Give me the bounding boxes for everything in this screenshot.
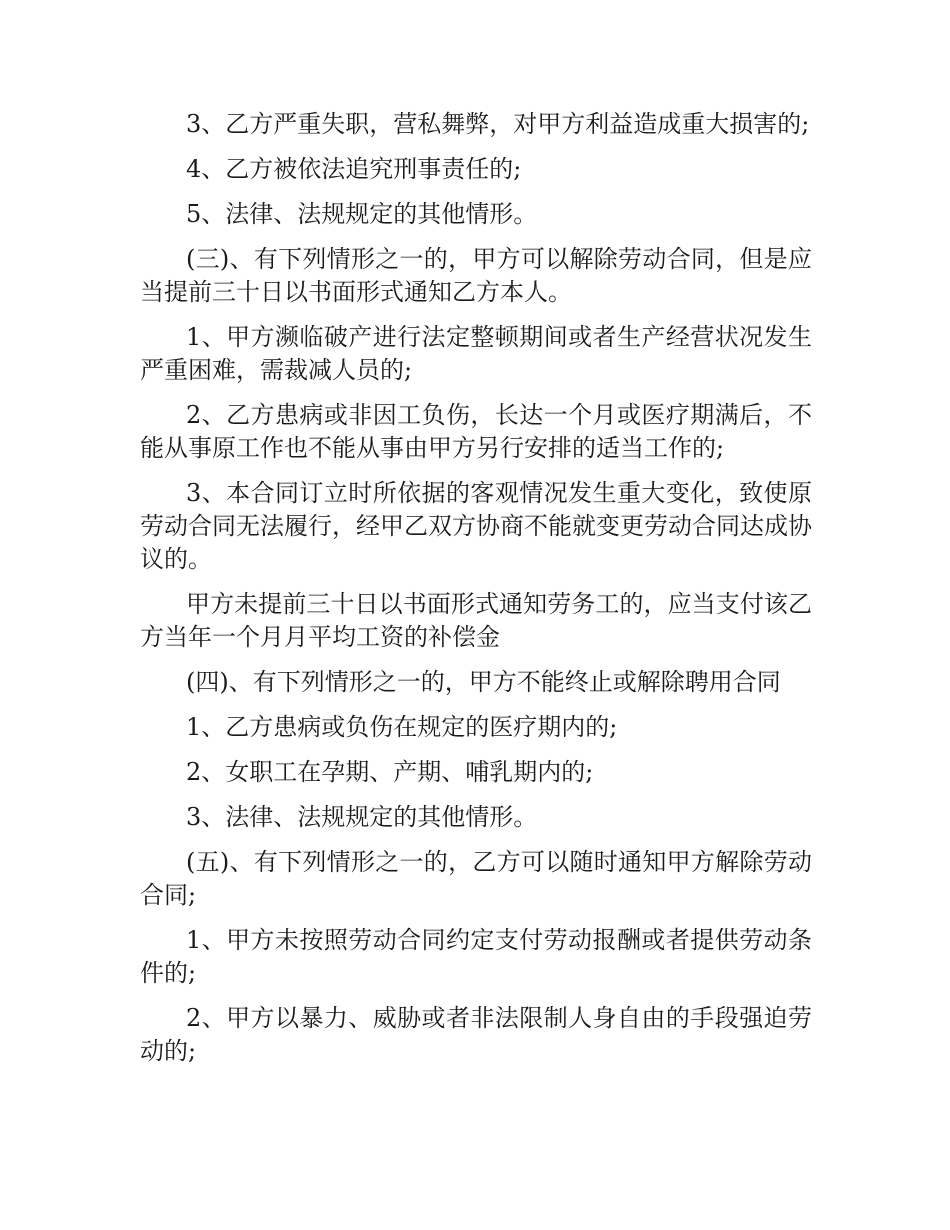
- document-body: [140, 108, 812, 1080]
- paragraph-section-4-heading: (四)、有下列情形之一的，甲方不能终止或解除聘用合同: [186, 668, 781, 696]
- paragraph-item-1-medical-period: 1、乙方患病或负伤在规定的医疗期内的;: [186, 713, 618, 741]
- paragraph-section-5-heading: (五)、有下列情形之一的，乙方可以随时通知甲方解除劳动合同;: [140, 848, 812, 909]
- paragraph-compensation-note: 甲方未提前三十日以书面形式通知劳务工的，应当支付该乙方当年一个月月平均工资的补偿金: [140, 590, 812, 651]
- paragraph-item-1-bankruptcy: 1、甲方濒临破产进行法定整顿期间或者生产经营状况发生严重困难，需裁减人员的;: [140, 323, 812, 384]
- paragraph-section-3-heading: (三)、有下列情形之一的，甲方可以解除劳动合同，但是应当提前三十日以书面形式通知乙方本人。: [140, 245, 812, 306]
- paragraph-item-2-pregnancy: 2、女职工在孕期、产期、哺乳期内的;: [186, 758, 594, 786]
- paragraph-item-5-other-cases: 5、法律、法规规定的其他情形。: [186, 200, 538, 228]
- paragraph-item-3-circumstance-change: 3、本合同订立时所依据的客观情况发生重大变化，致使原劳动合同无法履行，经甲乙双方协商不能就变更劳动合同达成协议的。: [140, 479, 812, 573]
- paragraph-item-4-criminal-liability: 4、乙方被依法追究刑事责任的;: [186, 155, 522, 183]
- paragraph-item-3-other-cases: 3、法律、法规规定的其他情形。: [186, 803, 538, 831]
- paragraph-item-2-illness: 2、乙方患病或非因工负伤，长达一个月或医疗期满后，不能从事原工作也不能从事由甲方另行安排的适当工作的;: [140, 401, 812, 462]
- paragraph-item-1-unpaid-wages: 1、甲方未按照劳动合同约定支付劳动报酬或者提供劳动条件的;: [140, 926, 812, 987]
- paragraph-item-3-dereliction: 3、乙方严重失职，营私舞弊，对甲方利益造成重大损害的;: [186, 110, 810, 138]
- paragraph-item-2-forced-labor: 2、甲方以暴力、威胁或者非法限制人身自由的手段强迫劳动的;: [140, 1004, 812, 1065]
